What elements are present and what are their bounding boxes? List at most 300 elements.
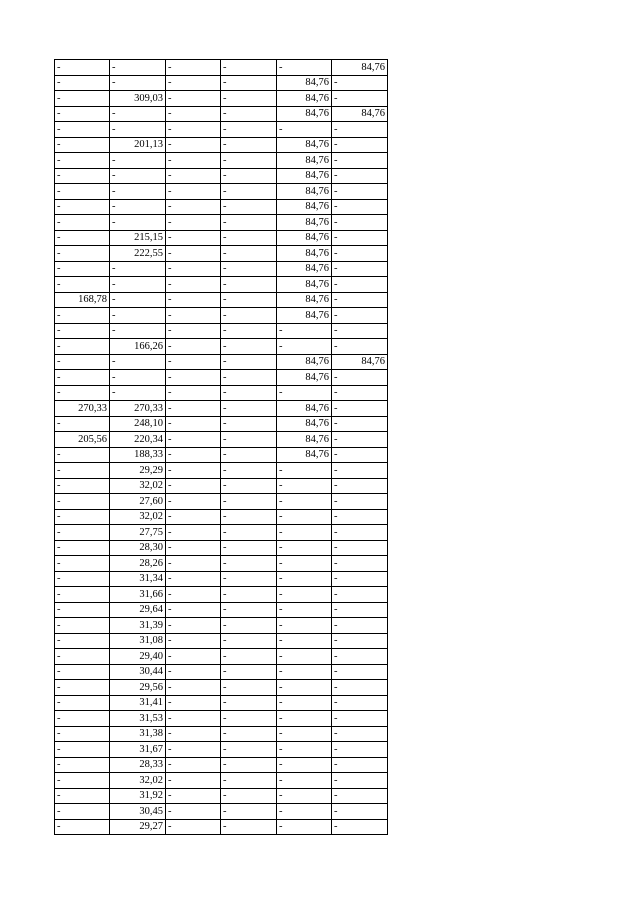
table-cell: - [55,153,110,169]
table-cell: 84,76 [277,370,332,386]
table-cell: - [221,819,277,835]
table-cell: 31,92 [110,788,166,804]
table-cell: - [55,106,110,122]
table-cell: - [332,649,388,665]
table-cell: - [166,416,221,432]
table-cell: - [332,680,388,696]
table-cell: 31,41 [110,695,166,711]
table-cell: - [277,726,332,742]
table-cell: - [277,819,332,835]
table-cell: 205,56 [55,432,110,448]
table-cell: - [277,788,332,804]
table-cell: - [55,525,110,541]
table-cell: 31,67 [110,742,166,758]
table-cell: - [110,354,166,370]
table-cell: - [277,633,332,649]
table-cell: 188,33 [110,447,166,463]
table-cell: - [277,680,332,696]
table-cell: - [166,339,221,355]
table-cell: - [55,602,110,618]
table-cell: - [221,618,277,634]
table-row [55,153,388,169]
table-cell: - [221,323,277,339]
table-cell: - [166,75,221,91]
table-cell: 248,10 [110,416,166,432]
table-cell: - [332,633,388,649]
table-cell: - [166,60,221,76]
table-cell: - [277,804,332,820]
table-cell: - [110,199,166,215]
table-row [55,199,388,215]
table-cell: - [166,478,221,494]
table-row [55,649,388,665]
table-cell: 27,60 [110,494,166,510]
table-cell: - [55,463,110,479]
table-cell: - [332,571,388,587]
table-cell: - [277,571,332,587]
table-cell: 84,76 [277,261,332,277]
table-cell: - [332,804,388,820]
table-cell: - [221,664,277,680]
table-cell: - [332,137,388,153]
table-cell: 31,53 [110,711,166,727]
table-row [55,773,388,789]
table-cell: 28,30 [110,540,166,556]
table-cell: - [166,184,221,200]
table-cell: - [332,385,388,401]
table-cell: - [166,308,221,324]
table-row [55,711,388,727]
table-cell: - [55,587,110,603]
table-cell: - [332,215,388,231]
table-cell: - [55,75,110,91]
table-cell: 220,34 [110,432,166,448]
table-row [55,788,388,804]
table-row [55,370,388,386]
table-row [55,246,388,262]
table-cell: 84,76 [277,230,332,246]
table-cell: - [55,447,110,463]
table-row [55,91,388,107]
table-cell: - [55,618,110,634]
table-cell: - [166,726,221,742]
table-row [55,277,388,293]
table-row [55,509,388,525]
table-cell: - [221,540,277,556]
table-cell: - [332,91,388,107]
table-cell: 27,75 [110,525,166,541]
table-cell: - [166,463,221,479]
table-cell: - [332,370,388,386]
table-cell: - [332,339,388,355]
table-cell: 84,76 [277,416,332,432]
table-cell: - [166,509,221,525]
table-cell: - [55,804,110,820]
table-cell: - [110,292,166,308]
table-cell: - [55,277,110,293]
table-cell: 84,76 [277,277,332,293]
table-cell: - [166,711,221,727]
table-cell: - [332,556,388,572]
table-cell: - [332,75,388,91]
table-cell: - [166,633,221,649]
table-cell: 29,27 [110,819,166,835]
table-cell: - [55,494,110,510]
table-body [55,60,388,835]
table-cell: - [221,292,277,308]
table-cell: - [221,416,277,432]
table-cell: - [332,323,388,339]
table-cell: - [277,385,332,401]
table-row [55,742,388,758]
table-row [55,726,388,742]
table-cell: 84,76 [332,60,388,76]
table-cell: 84,76 [277,292,332,308]
table-cell: - [221,571,277,587]
table-cell: - [166,354,221,370]
table-cell: 166,26 [110,339,166,355]
table-cell: - [166,153,221,169]
table-cell: - [166,323,221,339]
table-cell: - [166,168,221,184]
table-cell: 270,33 [55,401,110,417]
table-cell: - [166,106,221,122]
table-row [55,215,388,231]
table-cell: - [55,509,110,525]
table-cell: - [166,137,221,153]
table-cell: - [110,122,166,138]
table-cell: - [166,401,221,417]
table-row [55,804,388,820]
table-cell: - [332,757,388,773]
table-cell: - [110,385,166,401]
table-cell: - [221,463,277,479]
table-cell: - [55,757,110,773]
table-cell: - [55,246,110,262]
table-cell: 31,34 [110,571,166,587]
table-cell: - [55,742,110,758]
table-cell: - [221,804,277,820]
table-cell: - [166,556,221,572]
table-cell: - [277,649,332,665]
table-cell: - [277,757,332,773]
data-table [54,59,388,835]
table-row [55,137,388,153]
table-cell: - [332,509,388,525]
table-cell: - [166,587,221,603]
table-cell: - [221,60,277,76]
table-row [55,75,388,91]
table-row [55,292,388,308]
table-cell: - [277,773,332,789]
table-cell: - [55,478,110,494]
table-cell: - [55,199,110,215]
table-cell: - [110,261,166,277]
table-row [55,354,388,370]
table-cell: 84,76 [277,432,332,448]
table-cell: - [221,308,277,324]
table-row [55,339,388,355]
table-cell: - [277,478,332,494]
table-cell: 28,33 [110,757,166,773]
table-row [55,385,388,401]
table-cell: 28,26 [110,556,166,572]
table-cell: - [55,339,110,355]
table-cell: - [110,106,166,122]
table-cell: - [55,680,110,696]
table-cell: - [221,695,277,711]
table-cell: - [332,618,388,634]
table-row [55,122,388,138]
table-cell: - [332,447,388,463]
table-cell: - [166,757,221,773]
table-cell: - [277,695,332,711]
table-cell: - [55,60,110,76]
table-cell: - [277,60,332,76]
table-cell: - [332,587,388,603]
table-cell: 84,76 [277,137,332,153]
table-cell: - [166,292,221,308]
table-cell: - [332,184,388,200]
table-cell: - [221,432,277,448]
table-cell: - [332,122,388,138]
table-cell: - [110,168,166,184]
table-cell: - [55,308,110,324]
table-cell: - [55,370,110,386]
table-cell: - [221,525,277,541]
table-cell: - [110,215,166,231]
table-cell: 84,76 [332,354,388,370]
table-cell: - [332,695,388,711]
table-cell: - [277,711,332,727]
table-cell: 84,76 [277,308,332,324]
table-cell: - [110,308,166,324]
table-cell: - [55,323,110,339]
table-cell: - [332,463,388,479]
table-cell: - [166,571,221,587]
table-row [55,432,388,448]
table-cell: - [221,633,277,649]
table-cell: - [221,122,277,138]
table-row [55,60,388,76]
table-cell: - [110,75,166,91]
table-cell: - [166,819,221,835]
table-cell: - [166,91,221,107]
table-cell: - [221,339,277,355]
table-cell: - [332,726,388,742]
table-cell: - [110,277,166,293]
table-cell: - [110,60,166,76]
table-row [55,664,388,680]
table-cell: - [110,153,166,169]
table-cell: - [277,122,332,138]
table-cell: - [277,742,332,758]
table-row [55,106,388,122]
table-cell: - [221,478,277,494]
table-cell: - [221,215,277,231]
table-cell: - [221,106,277,122]
table-cell: 31,39 [110,618,166,634]
table-row [55,633,388,649]
table-row [55,540,388,556]
table-cell: - [110,370,166,386]
table-cell: - [166,664,221,680]
table-row [55,556,388,572]
table-cell: 31,38 [110,726,166,742]
table-cell: - [166,618,221,634]
table-cell: - [221,91,277,107]
table-cell: - [277,587,332,603]
table-cell: - [277,323,332,339]
table-cell: - [332,478,388,494]
table-cell: 84,76 [277,91,332,107]
table-cell: 201,13 [110,137,166,153]
table-cell: 84,76 [277,184,332,200]
table-cell: - [221,788,277,804]
table-cell: 84,76 [277,106,332,122]
table-cell: 84,76 [277,401,332,417]
table-cell: - [55,168,110,184]
table-cell: - [166,261,221,277]
table-cell: - [55,230,110,246]
table-cell: - [55,649,110,665]
table-cell: - [166,370,221,386]
table-cell: - [166,277,221,293]
table-cell: - [166,540,221,556]
table-cell: 29,29 [110,463,166,479]
table-cell: - [110,323,166,339]
table-cell: - [221,680,277,696]
table-cell: - [277,602,332,618]
table-row [55,571,388,587]
table-cell: - [221,354,277,370]
table-cell: - [166,788,221,804]
table-row [55,757,388,773]
table-cell: 84,76 [332,106,388,122]
table-cell: - [221,401,277,417]
table-cell: 84,76 [277,354,332,370]
table-cell: 222,55 [110,246,166,262]
table-cell: - [166,742,221,758]
table-cell: - [55,726,110,742]
table-cell: 31,66 [110,587,166,603]
table-cell: 84,76 [277,447,332,463]
table-cell: - [55,819,110,835]
table-cell: 84,76 [277,75,332,91]
table-cell: - [55,354,110,370]
table-cell: - [277,494,332,510]
table-cell: - [332,494,388,510]
table-cell: - [221,509,277,525]
table-cell: - [55,556,110,572]
table-cell: - [55,215,110,231]
table-cell: - [166,122,221,138]
table-cell: - [55,773,110,789]
table-row [55,494,388,510]
table-cell: - [221,711,277,727]
table-cell: - [277,618,332,634]
table-cell: - [55,137,110,153]
table-cell: - [277,339,332,355]
table-cell: - [55,385,110,401]
table-cell: - [332,292,388,308]
table-cell: - [166,494,221,510]
table-row [55,463,388,479]
table-cell: - [332,819,388,835]
table-cell: - [166,199,221,215]
table-cell: - [221,602,277,618]
table-cell: - [277,556,332,572]
table-cell: 84,76 [277,168,332,184]
table-cell: - [332,540,388,556]
table-cell: - [221,649,277,665]
table-cell: - [221,726,277,742]
table-cell: - [332,788,388,804]
table-cell: - [55,91,110,107]
table-cell: - [332,416,388,432]
table-cell: - [221,277,277,293]
table-cell: - [55,540,110,556]
table-cell: - [221,385,277,401]
table-cell: 84,76 [277,215,332,231]
table-cell: 32,02 [110,773,166,789]
table-cell: 29,40 [110,649,166,665]
table-cell: - [55,122,110,138]
table-cell: - [332,230,388,246]
table-row [55,168,388,184]
table-cell: - [55,633,110,649]
table-row [55,401,388,417]
table-cell: - [55,788,110,804]
table-cell: - [166,385,221,401]
table-row [55,308,388,324]
table-cell: - [55,695,110,711]
table-cell: - [332,432,388,448]
table-row [55,323,388,339]
table-row [55,230,388,246]
table-cell: - [332,246,388,262]
table-row [55,602,388,618]
table-cell: - [221,246,277,262]
table-cell: - [332,602,388,618]
table-cell: - [55,664,110,680]
table-cell: - [55,261,110,277]
table-cell: - [221,370,277,386]
table-cell: - [332,742,388,758]
table-cell: - [332,168,388,184]
table-row [55,184,388,200]
table-cell: - [221,556,277,572]
table-cell: - [277,463,332,479]
table-cell: - [221,184,277,200]
table-cell: - [166,230,221,246]
table-cell: 30,44 [110,664,166,680]
table-row [55,525,388,541]
table-cell: - [221,757,277,773]
table-cell: - [166,773,221,789]
table-row [55,447,388,463]
table-cell: - [166,432,221,448]
table-cell: - [332,401,388,417]
table-cell: - [221,773,277,789]
table-cell: - [221,199,277,215]
table-cell: 29,64 [110,602,166,618]
table-cell: - [166,602,221,618]
table-cell: - [166,680,221,696]
table-cell: - [166,649,221,665]
table-cell: - [221,137,277,153]
table-cell: - [221,742,277,758]
